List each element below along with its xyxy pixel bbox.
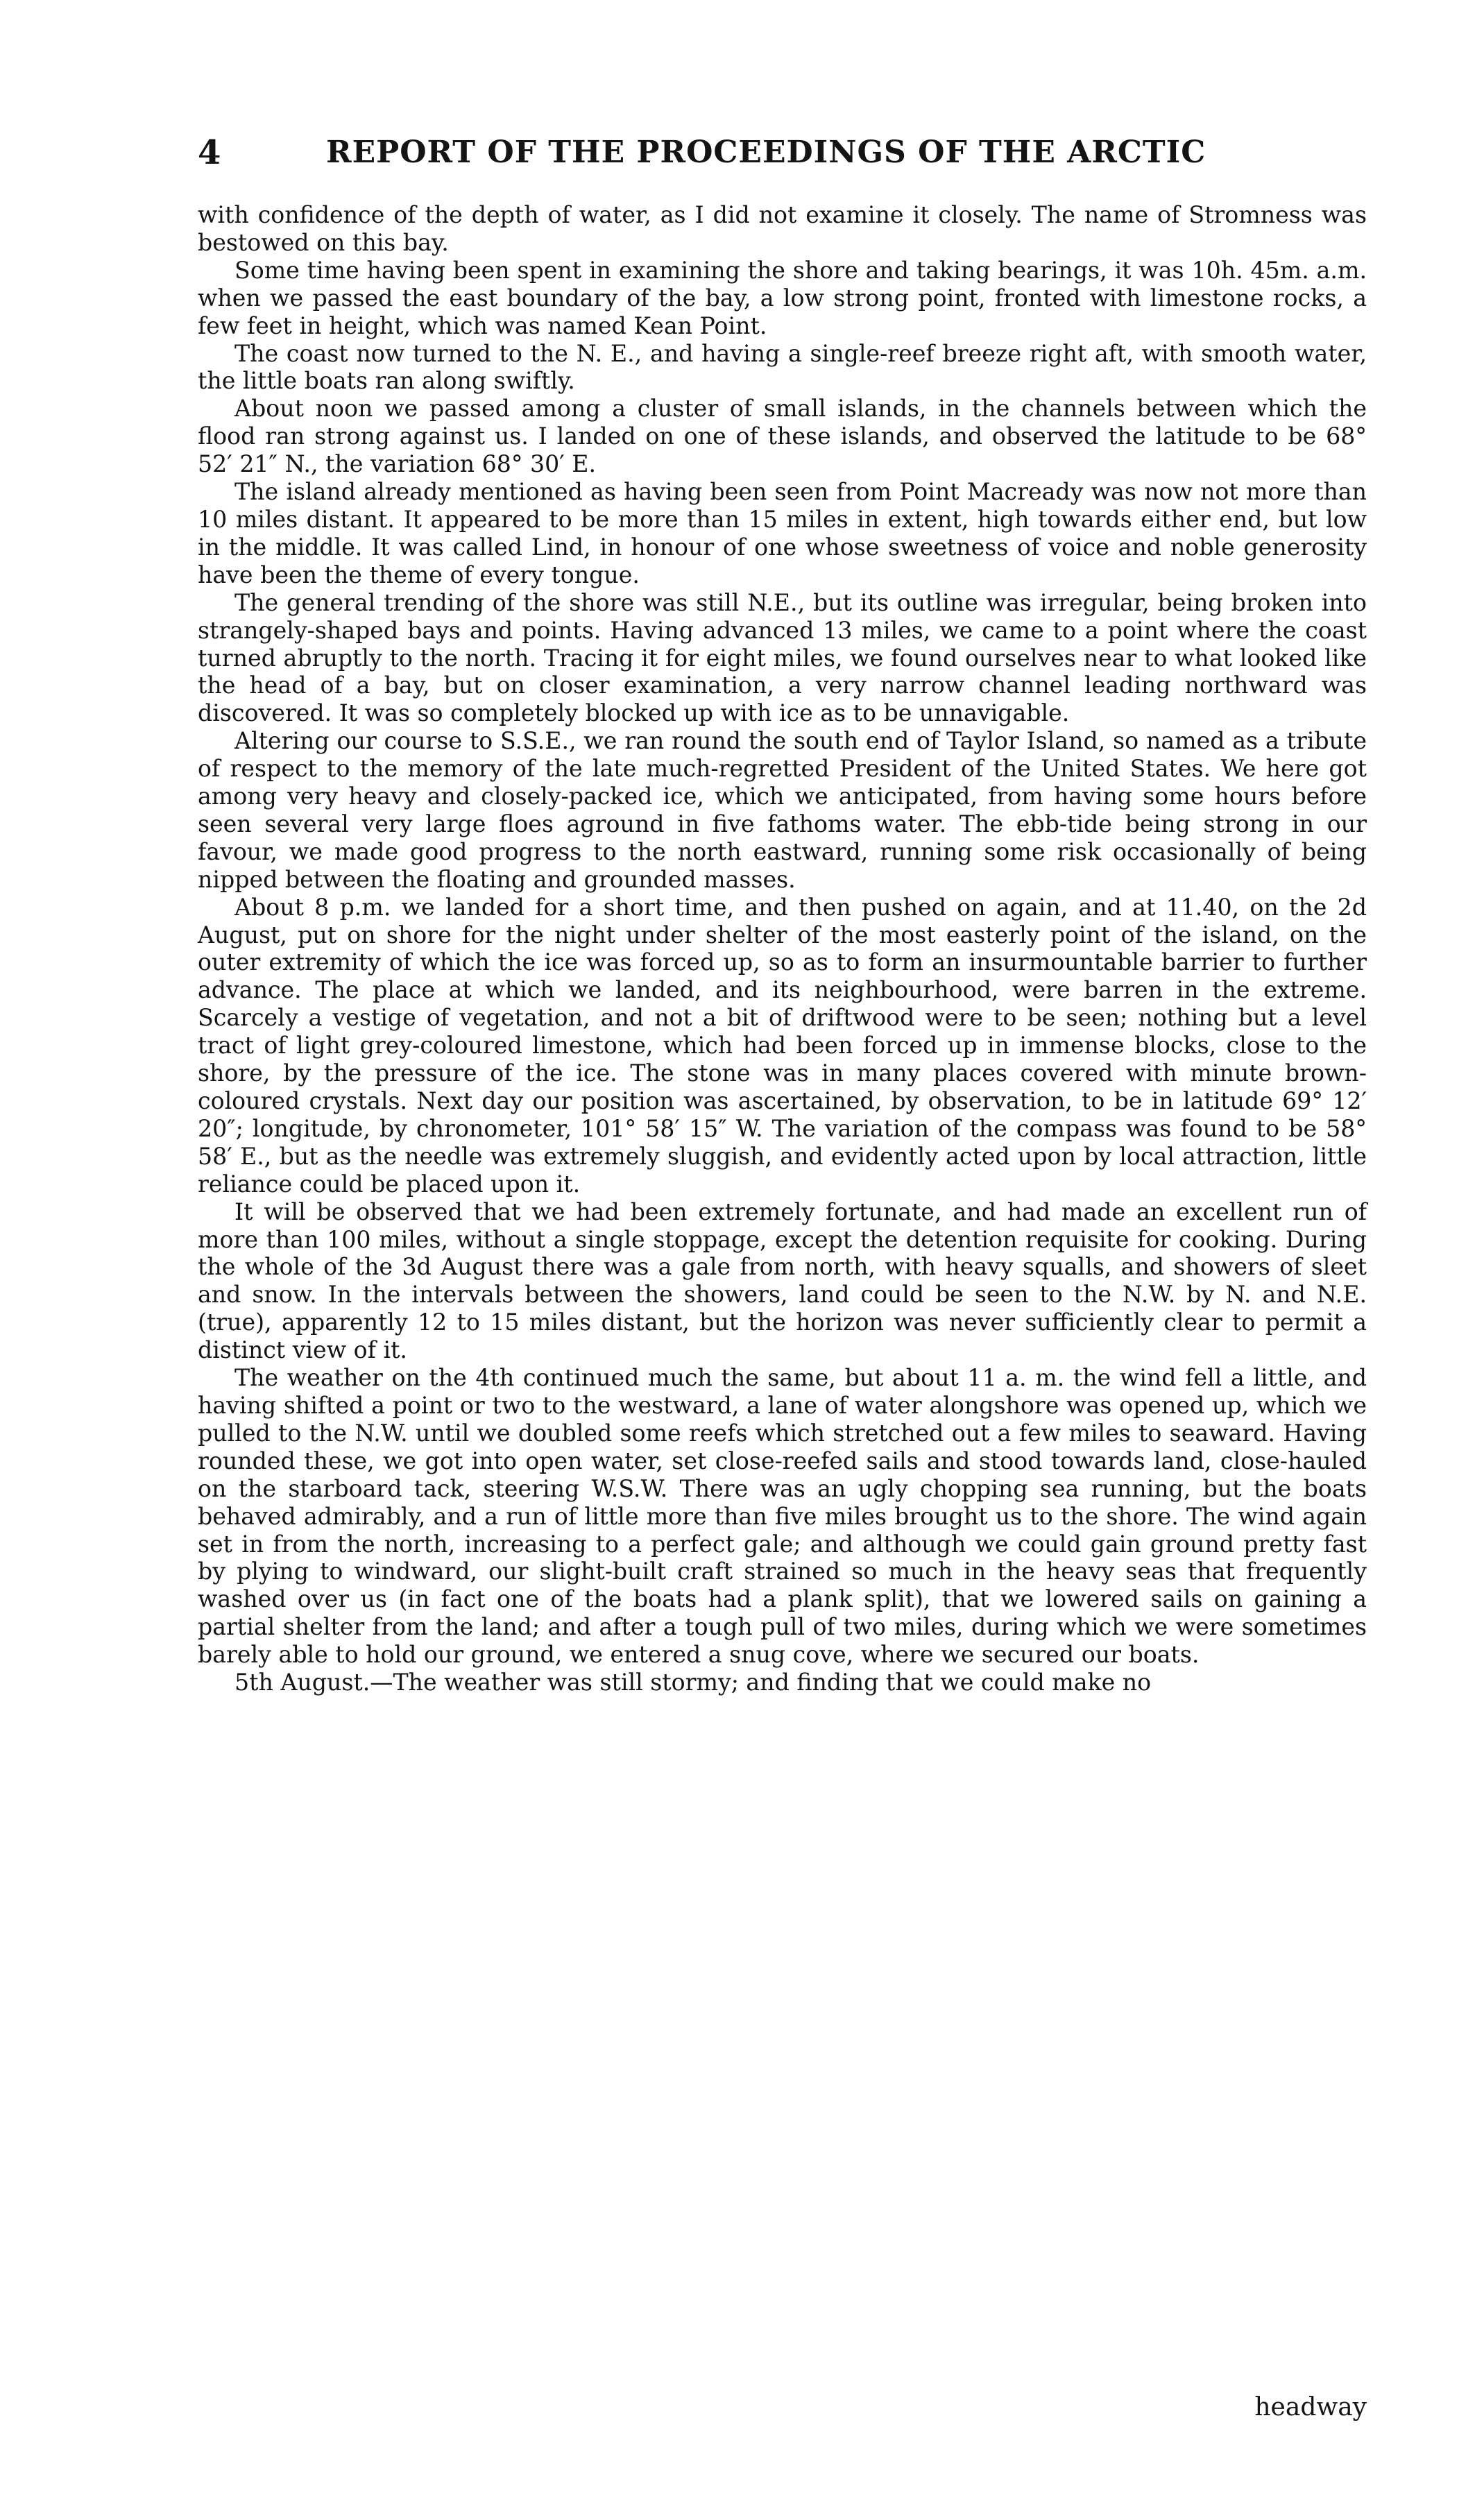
paragraph-3: The coast now turned to the N. E., and having a single-reef breeze right aft, with smooth water, the little boats ran along swiftly. <box>198 339 1367 395</box>
paragraph-5: The island already mentioned as having been seen from Point Macready was now not more than 10 miles distant. It appeared to be more than 15 miles in extent, high towards either end, but low in the middle. It was called Lind, in honour of one whose sweetness of voice and noble generosity have been the theme of every tongue. <box>198 478 1367 588</box>
body-text <box>198 201 1367 1696</box>
catchword: headway <box>1254 2393 1367 2421</box>
paragraph-6: The general trending of the shore was still N.E., but its outline was irregular, being broken into strangely-shaped bays and points. Having advanced 13 miles, we came to a point where the coast turned abruptly to the north. Tracing it for eight miles, we found ourselves near to what looked like the head of a bay, but on closer examination, a very narrow channel leading northward was discovered. It was so completely blocked up with ice as to be unnavigable. <box>198 588 1367 727</box>
paragraph-10: The weather on the 4th continued much the same, but about 11 a. m. the wind fell a little, and having shifted a point or two to the westward, a lane of water alongshore was opened up, which we pulled to the N.W. until we doubled some reefs which stretched out a few miles to seaward. Having rounded these, we got into open water, set close-reefed sails and stood towards land, close-hauled on the starboard tack, steering W.S.W. There was an ugly chopping sea running, but the boats behaved admirably, and a run of little more than five miles brought us to the shore. The wind again set in from the north, increasing to a perfect gale; and although we could gain ground pretty fast by plying to windward, our slight-built craft strained so much in the heavy seas that frequently washed over us (in fact one of the boats had a plank split), that we lowered sails on gaining a partial shelter from the land; and after a tough pull of two miles, during which we were sometimes barely able to hold our ground, we entered a snug cove, where we secured our boats. <box>198 1364 1367 1669</box>
paragraph-4: About noon we passed among a cluster of small islands, in the channels between which the flood ran strong against us. I landed on one of these islands, and observed the latitude to be 68° 52′ 21″ N., the variation 68° 30′ E. <box>198 395 1367 478</box>
running-head: REPORT OF THE PROCEEDINGS OF THE ARCTIC <box>326 135 1206 170</box>
paragraph-11: 5th August.—The weather was still stormy; and finding that we could make no <box>234 1669 1152 1696</box>
paragraph-1: with confidence of the depth of water, as I did not examine it closely. The name of Stromness was bestowed on this bay. <box>198 201 1367 256</box>
paragraph-8: About 8 p.m. we landed for a short time, and then pushed on again, and at 11.40, on the 2d August, put on shore for the night under shelter of the most easterly point of the island, on the outer extremity of which the ice was forced up, so as to form an insurmountable barrier to further advance. The place at which we landed, and its neighbourhood, were barren in the extreme. Scarcely a vestige of vegetation, and not a bit of driftwood were to be seen; nothing but a level tract of light grey-coloured limestone, which had been forced up in immense blocks, close to the shore, by the pressure of the ice. The stone was in many places covered with minute brown-coloured crystals. Next day our position was ascertained, by observation, to be in latitude 69° 12′ 20″; longitude, by chronometer, 101° 58′ 15″ W. The variation of the compass was found to be 58° 58′ E., but as the needle was extremely sluggish, and evidently acted upon by local attraction, little reliance could be placed upon it. <box>198 893 1367 1198</box>
paragraph-9: It will be observed that we had been extremely fortunate, and had made an excellent run of more than 100 miles, without a single stoppage, except the detention requisite for cooking. During the whole of the 3d August there was a gale from north, with heavy squalls, and showers of sleet and snow. In the intervals between the showers, land could be seen to the N.W. by N. and N.E. (true), apparently 12 to 15 miles distant, but the horizon was never sufficiently clear to permit a distinct view of it. <box>198 1198 1367 1364</box>
paragraph-7: Altering our course to S.S.E., we ran round the south end of Taylor Island, so named as a tribute of respect to the memory of the late much-regretted President of the United States. We here got among very heavy and closely-packed ice, which we anticipated, from having some hours before seen several very large floes aground in five fathoms water. The ebb-tide being strong in our favour, we made good progress to the north eastward, running some risk occasionally of being nipped between the floating and grounded masses. <box>198 727 1367 893</box>
paragraph-2: Some time having been spent in examining the shore and taking bearings, it was 10h. 45m. a.m. when we passed the east boundary of the bay, a low strong point, fronted with limestone rocks, a few feet in height, which was named Kean Point. <box>198 256 1367 339</box>
page-number: 4 <box>198 133 221 172</box>
page-header <box>198 132 1377 187</box>
